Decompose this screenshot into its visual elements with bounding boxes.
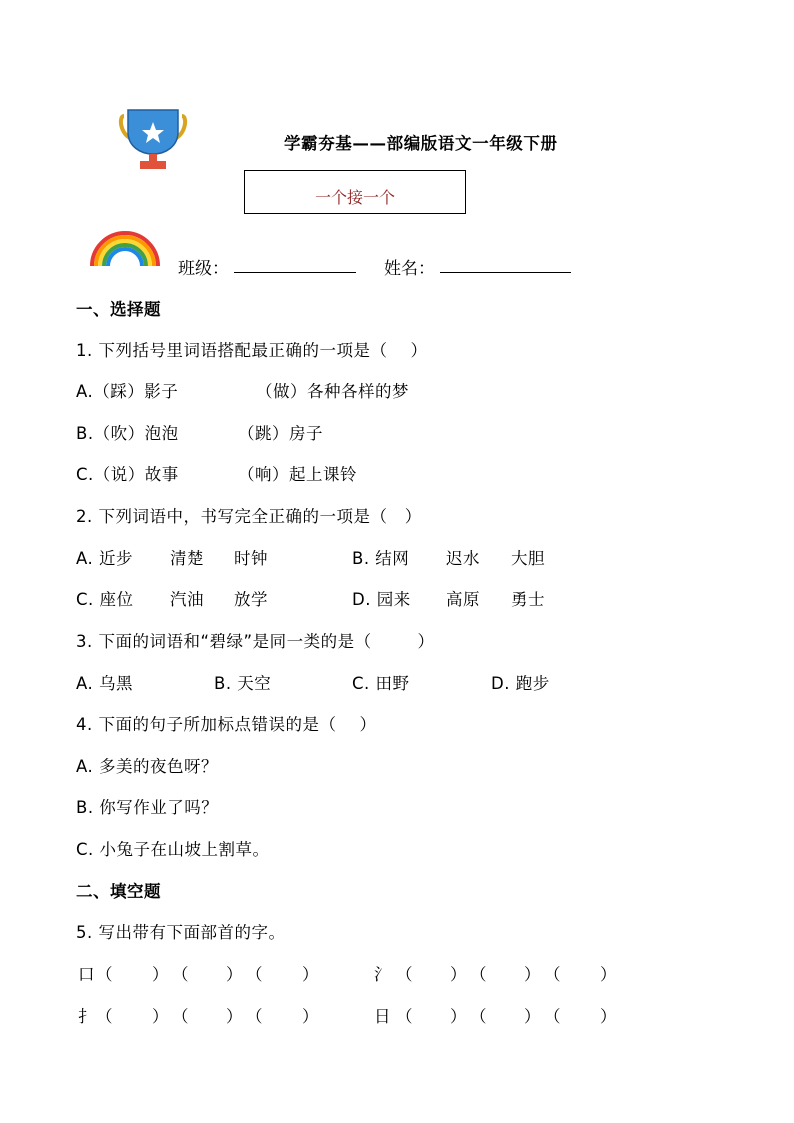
answer-paren-open: （ bbox=[96, 1007, 113, 1026]
radical-shou: 扌 bbox=[78, 1007, 95, 1026]
answer-paren-close: ） bbox=[524, 1007, 541, 1026]
answer-paren-open: （ bbox=[470, 1007, 487, 1026]
q2-option-d-word3: 勇士 bbox=[511, 590, 545, 609]
answer-paren-close: ） bbox=[302, 965, 319, 984]
answer-paren-close: ） bbox=[152, 965, 169, 984]
question-1-stem: 1. 下列括号里词语搭配最正确的一项是（ ） bbox=[76, 341, 428, 360]
page-title: 学霸夯基——部编版语文一年级下册 bbox=[284, 134, 558, 153]
class-label: 班级： bbox=[178, 259, 229, 279]
answer-paren-close: ） bbox=[450, 1007, 467, 1026]
question-2-stem: 2. 下列词语中，书写完全正确的一项是（ ） bbox=[76, 507, 422, 526]
q2-option-c-word2: 汽油 bbox=[170, 590, 204, 609]
radical-ri: 日 bbox=[374, 1007, 391, 1026]
answer-paren-open: （ bbox=[396, 965, 413, 984]
answer-paren-close: ） bbox=[226, 1007, 243, 1026]
q4-option-a: A. 多美的夜色呀？ bbox=[76, 757, 218, 776]
q3-option-a: A. 乌黑 bbox=[76, 674, 133, 693]
name-blank[interactable] bbox=[440, 272, 571, 273]
q4-option-c: C. 小兔子在山坡上割草。 bbox=[76, 840, 270, 859]
answer-paren-open: （ bbox=[396, 1007, 413, 1026]
answer-paren-open: （ bbox=[544, 965, 561, 984]
lesson-title: 一个接一个 bbox=[314, 188, 395, 207]
trophy-icon bbox=[118, 108, 188, 170]
lesson-title-box bbox=[244, 170, 466, 214]
question-5-stem: 5. 写出带有下面部首的字。 bbox=[76, 923, 286, 942]
question-3-stem: 3. 下面的词语和“碧绿”是同一类的是（ ） bbox=[76, 632, 435, 651]
answer-paren-open: （ bbox=[544, 1007, 561, 1026]
answer-paren-close: ） bbox=[302, 1007, 319, 1026]
q3-option-b: B. 天空 bbox=[214, 674, 272, 693]
q1-option-c1: C.（说）故事 bbox=[76, 465, 179, 484]
answer-paren-open: （ bbox=[172, 1007, 189, 1026]
answer-paren-open: （ bbox=[246, 965, 263, 984]
answer-paren-open: （ bbox=[96, 965, 113, 984]
q4-option-b: B. 你写作业了吗？ bbox=[76, 798, 219, 817]
radical-shui: 氵 bbox=[374, 965, 391, 984]
q1-option-c2: （响）起上课铃 bbox=[238, 465, 357, 484]
q1-option-a1: A.（踩）影子 bbox=[76, 382, 179, 401]
q2-option-d-word2: 高原 bbox=[446, 590, 480, 609]
q2-option-c-word3: 放学 bbox=[234, 590, 268, 609]
q2-option-c-word1: C. 座位 bbox=[76, 590, 134, 609]
q2-option-b-word3: 大胆 bbox=[511, 549, 545, 568]
section-heading-choice: 一、选择题 bbox=[76, 300, 161, 319]
rainbow-icon bbox=[88, 226, 162, 268]
answer-paren-open: （ bbox=[470, 965, 487, 984]
name-label: 姓名： bbox=[384, 259, 435, 279]
answer-paren-close: ） bbox=[524, 965, 541, 984]
class-blank[interactable] bbox=[234, 272, 356, 273]
q3-option-d: D. 跑步 bbox=[491, 674, 550, 693]
q2-option-b-word2: 迟水 bbox=[446, 549, 480, 568]
q3-option-c: C. 田野 bbox=[352, 674, 410, 693]
answer-paren-close: ） bbox=[600, 965, 617, 984]
question-4-stem: 4. 下面的句子所加标点错误的是（ ） bbox=[76, 715, 377, 734]
answer-paren-close: ） bbox=[226, 965, 243, 984]
radical-kou: 口 bbox=[78, 965, 95, 984]
answer-paren-open: （ bbox=[246, 1007, 263, 1026]
q2-option-a-word1: A. 近步 bbox=[76, 549, 133, 568]
answer-paren-close: ） bbox=[600, 1007, 617, 1026]
q2-option-a-word2: 清楚 bbox=[170, 549, 204, 568]
q1-option-b2: （跳）房子 bbox=[238, 424, 323, 443]
q1-option-a2: （做）各种各样的梦 bbox=[256, 382, 409, 401]
q2-option-b-word1: B. 结网 bbox=[352, 549, 410, 568]
answer-paren-close: ） bbox=[450, 965, 467, 984]
section-heading-fill: 二、填空题 bbox=[76, 882, 161, 901]
q1-option-b1: B.（吹）泡泡 bbox=[76, 424, 179, 443]
q2-option-d-word1: D. 园来 bbox=[352, 590, 411, 609]
answer-paren-close: ） bbox=[152, 1007, 169, 1026]
answer-paren-open: （ bbox=[172, 965, 189, 984]
q2-option-a-word3: 时钟 bbox=[234, 549, 268, 568]
